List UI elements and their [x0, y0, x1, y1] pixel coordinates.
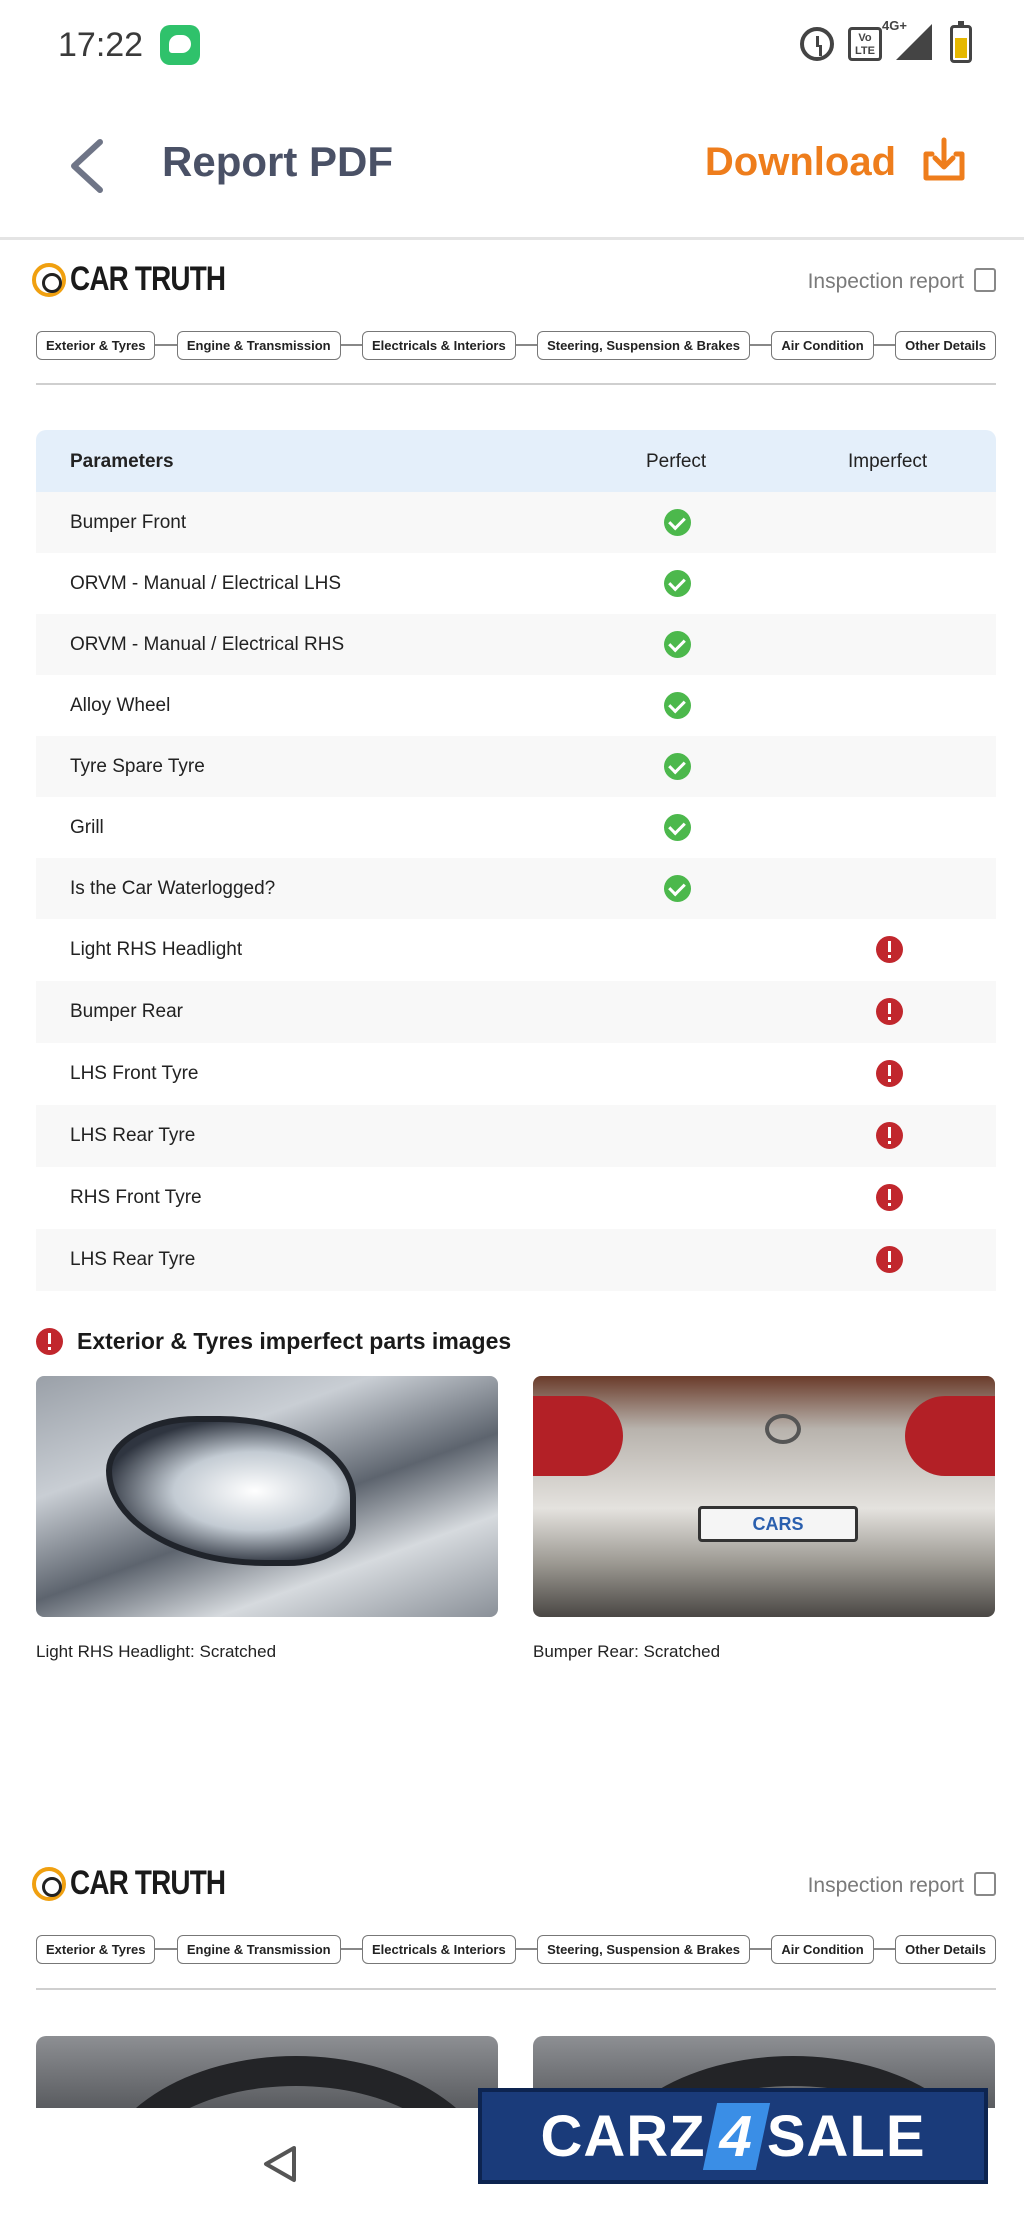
table-row: [36, 919, 996, 981]
step-steering-suspension-brakes: Steering, Suspension & Brakes: [537, 331, 750, 360]
inspection-report-label: Inspection report: [807, 270, 964, 293]
table-row: [36, 553, 996, 614]
step-engine-transmission: Engine & Transmission: [177, 1935, 341, 1964]
logo-text: CAR TRUTH: [70, 1864, 226, 1902]
signal-icon: [882, 18, 936, 64]
table-header: [36, 430, 996, 492]
watermark-left: CARZ: [540, 2103, 706, 2169]
step-connector: [155, 344, 176, 346]
tail-light-left: [533, 1396, 623, 1476]
row-label: Bumper Front: [70, 512, 187, 533]
imperfect-section-title-text: Exterior & Tyres imperfect parts images: [77, 1328, 512, 1354]
rear-bumper-photo[interactable]: [533, 1376, 995, 1617]
clipboard-icon: [974, 1872, 996, 1896]
car-truth-logo: [32, 260, 259, 299]
alert-circle-icon: [876, 998, 903, 1025]
car-truth-logo: [32, 1864, 259, 1903]
step-air-condition: Air Condition: [771, 331, 873, 360]
logo-icon: [32, 263, 66, 297]
network-type-label: 4G+: [882, 18, 907, 33]
status-bar: [0, 0, 1024, 92]
section-divider: [36, 383, 996, 385]
watermark-right: SALE: [766, 2103, 926, 2169]
download-button[interactable]: [705, 134, 970, 191]
step-connector: [341, 344, 362, 346]
back-button[interactable]: [60, 134, 116, 198]
row-label: ORVM - Manual / Electrical RHS: [70, 634, 345, 655]
watermark-mid: 4: [702, 2103, 770, 2170]
row-label: LHS Front Tyre: [70, 1063, 199, 1084]
inspection-report-label: Inspection report: [807, 1874, 964, 1897]
step-exterior-tyres: Exterior & Tyres: [36, 1935, 155, 1964]
alert-circle-icon: [876, 1246, 903, 1273]
check-circle-icon: [664, 570, 691, 597]
step-connector: [750, 344, 771, 346]
step-connector: [874, 1948, 895, 1950]
tyre-photo[interactable]: [36, 2036, 498, 2108]
step-connector: [516, 1948, 537, 1950]
table-row: [36, 1105, 996, 1167]
parameters-table: [36, 430, 996, 1291]
step-connector: [516, 344, 537, 346]
step-engine-transmission: Engine & Transmission: [177, 331, 341, 360]
table-row: [36, 492, 996, 553]
photo-caption: Bumper Rear: Scratched: [533, 1642, 721, 1661]
car-badge: [765, 1414, 801, 1444]
row-label: Bumper Rear: [70, 1001, 183, 1022]
table-row: [36, 614, 996, 675]
table-row: [36, 981, 996, 1043]
step-electricals-interiors: Electricals & Interiors: [362, 1935, 516, 1964]
report-header: [0, 252, 1024, 322]
table-row: [36, 675, 996, 736]
step-connector: [341, 1948, 362, 1950]
alert-circle-icon: [36, 1328, 63, 1355]
status-icons: [800, 18, 972, 64]
check-circle-icon: [664, 753, 691, 780]
report-steps-page-2: [36, 1934, 996, 1964]
step-connector: [874, 344, 895, 346]
alert-circle-icon: [876, 936, 903, 963]
table-row: [36, 858, 996, 919]
nav-back-icon[interactable]: [258, 2142, 302, 2186]
download-icon: [918, 134, 970, 191]
clipboard-icon: [974, 268, 996, 292]
logo-icon: [32, 1867, 66, 1901]
table-row: [36, 1229, 996, 1291]
alert-circle-icon: [876, 1122, 903, 1149]
row-label: Is the Car Waterlogged?: [70, 878, 276, 899]
step-steering-suspension-brakes: Steering, Suspension & Brakes: [537, 1935, 750, 1964]
col-imperfect: Imperfect: [848, 451, 928, 472]
table-row: [36, 1167, 996, 1229]
chevron-left-icon: [60, 134, 116, 198]
report-steps: [36, 330, 996, 360]
row-label: LHS Rear Tyre: [70, 1125, 196, 1146]
report-header-page-2: [0, 1856, 1024, 1926]
check-circle-icon: [664, 692, 691, 719]
row-label: ORVM - Manual / Electrical LHS: [70, 573, 342, 594]
step-air-condition: Air Condition: [771, 1935, 873, 1964]
check-circle-icon: [664, 509, 691, 536]
step-connector: [750, 1948, 771, 1950]
step-other-details: Other Details: [895, 1935, 996, 1964]
status-time: 17:22: [58, 26, 144, 64]
step-exterior-tyres: Exterior & Tyres: [36, 331, 155, 360]
row-label: RHS Front Tyre: [70, 1187, 202, 1208]
check-circle-icon: [664, 631, 691, 658]
alert-circle-icon: [876, 1060, 903, 1087]
logo-text: CAR TRUTH: [70, 260, 226, 298]
imperfect-section-title: [36, 1328, 511, 1355]
page-title: Report PDF: [162, 138, 393, 185]
app-header: [0, 92, 1024, 240]
tail-light-right: [905, 1396, 995, 1476]
row-label: Light RHS Headlight: [70, 939, 243, 960]
headlight-photo[interactable]: [36, 1376, 498, 1617]
photo-caption: Light RHS Headlight: Scratched: [36, 1642, 277, 1661]
row-label: Tyre Spare Tyre: [70, 756, 205, 777]
table-row: [36, 797, 996, 858]
message-icon: [160, 25, 200, 65]
download-label: Download: [704, 140, 896, 184]
section-divider: [36, 1988, 996, 1990]
check-circle-icon: [664, 814, 691, 841]
col-perfect: Perfect: [646, 451, 707, 472]
table-row: [36, 1043, 996, 1105]
headlight-shape: [106, 1416, 356, 1566]
battery-icon: [950, 25, 972, 63]
check-circle-icon: [664, 875, 691, 902]
alert-circle-icon: [876, 1184, 903, 1211]
number-plate: CARS: [698, 1506, 858, 1542]
watermark-logo: [478, 2088, 988, 2184]
step-other-details: Other Details: [895, 331, 996, 360]
row-label: LHS Rear Tyre: [70, 1249, 196, 1270]
volte-icon: Vo LTE: [848, 27, 882, 61]
row-label: Grill: [70, 817, 104, 838]
watermark-text: [540, 2103, 925, 2170]
row-label: Alloy Wheel: [70, 695, 171, 716]
table-row: [36, 736, 996, 797]
alarm-icon: [800, 27, 834, 61]
step-electricals-interiors: Electricals & Interiors: [362, 331, 516, 360]
col-parameters: Parameters: [70, 451, 174, 472]
step-connector: [155, 1948, 176, 1950]
